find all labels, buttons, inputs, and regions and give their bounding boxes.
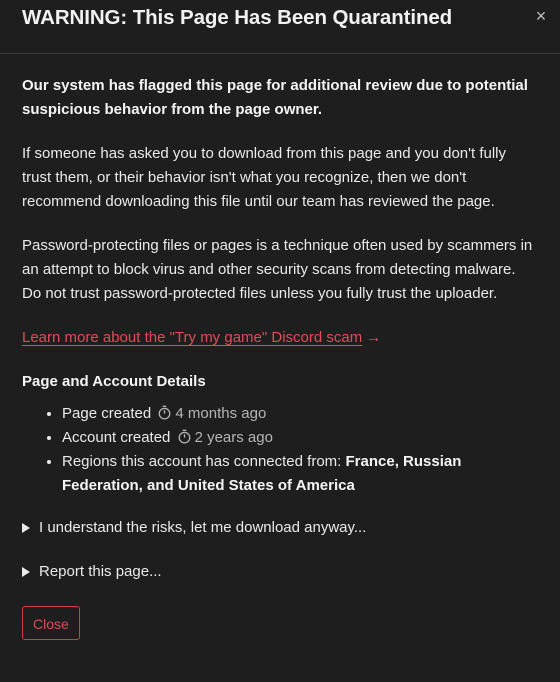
close-icon[interactable]: ×	[535, 6, 547, 26]
regions-label: Regions this account has connected from:	[62, 453, 342, 470]
page-created-label: Page created	[62, 405, 152, 422]
learn-more-link[interactable]: Learn more about the "Try my game" Discord scam	[22, 329, 363, 346]
list-item-regions	[62, 450, 538, 498]
arrow-right-icon[interactable]: →	[366, 329, 382, 346]
timer-icon	[157, 405, 172, 420]
list-item-page-created	[62, 402, 538, 426]
password-paragraph: Password-protecting files or pages is a technique often used by scammers in an attempt to block virus and other security scans from detecting malware. Do not trust password-protected files unless you fully trust the uploader.	[22, 237, 533, 302]
dialog-header	[0, 0, 560, 54]
report-page-toggle[interactable]	[22, 560, 538, 584]
triangle-right-icon	[22, 523, 30, 533]
page-created-value: 4 months ago	[175, 405, 267, 422]
download-anyway-label: I understand the risks, let me download anyway...	[39, 519, 367, 536]
learn-more-line	[22, 326, 538, 350]
list-item-account-created	[62, 426, 538, 450]
dialog-content	[0, 54, 560, 640]
timer-icon	[177, 429, 192, 444]
details-list	[22, 402, 538, 498]
dialog-title: WARNING: This Page Has Been Quarantined	[22, 6, 453, 29]
account-created-value: 2 years ago	[194, 429, 273, 446]
regions-value: France, Russian Federation, and United States of America	[62, 453, 462, 494]
details-heading: Page and Account Details	[22, 373, 206, 390]
close-button[interactable]: Close	[22, 606, 80, 640]
trust-paragraph: If someone has asked you to download from this page and you don't fully trust them, or their behavior isn't what you recognize, then we don't recommend downloading this file until our team has reviewed the page.	[22, 145, 506, 210]
account-created-label: Account created	[62, 429, 171, 446]
triangle-right-icon	[22, 567, 30, 577]
report-page-label: Report this page...	[39, 563, 162, 580]
lead-paragraph: Our system has flagged this page for additional review due to potential suspicious behavior from the page owner.	[22, 77, 528, 118]
download-anyway-toggle[interactable]	[22, 516, 538, 540]
